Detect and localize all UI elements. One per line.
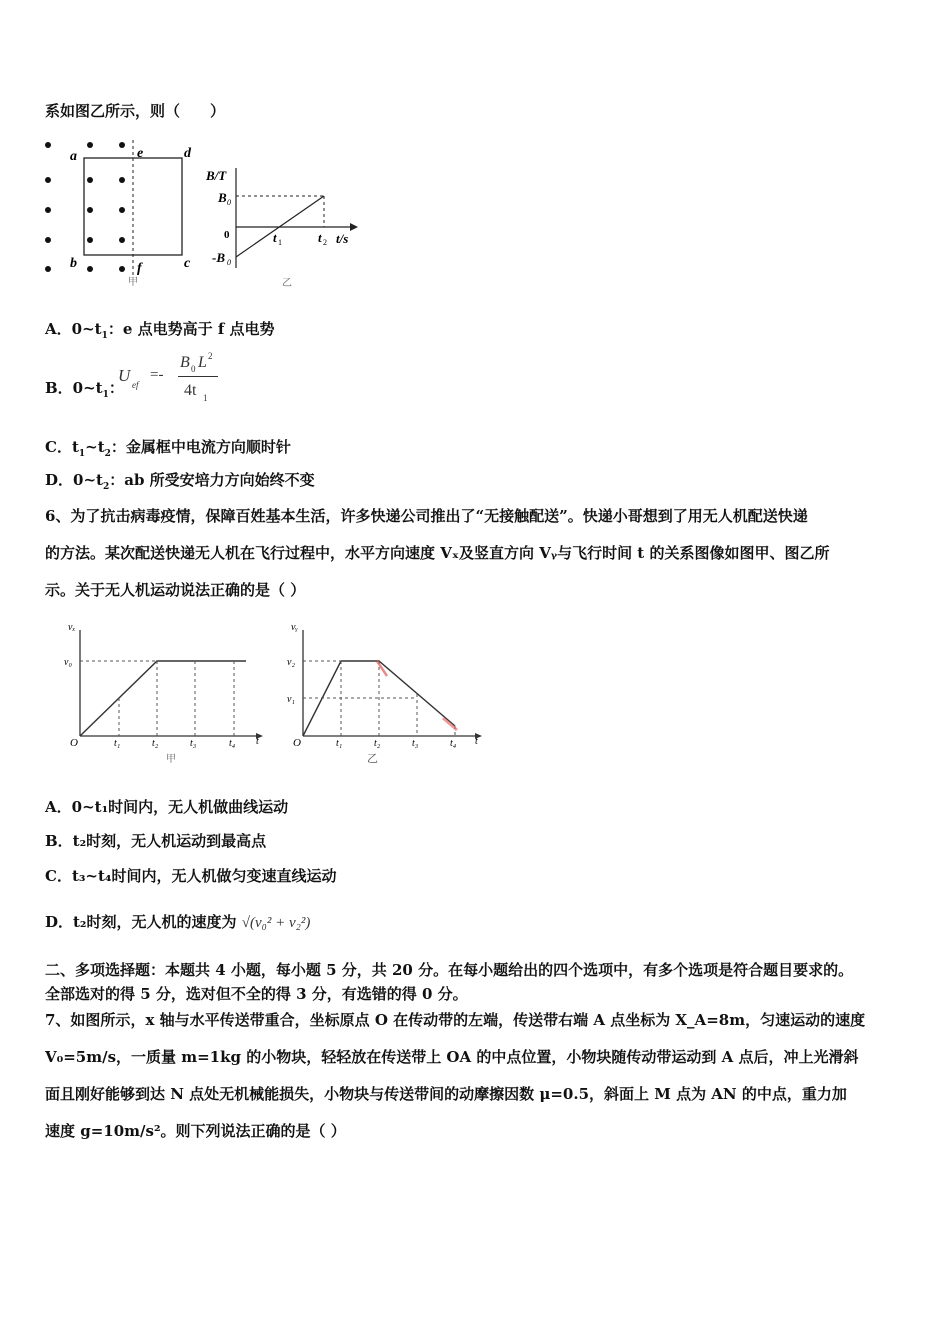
svg-text:0: 0 bbox=[224, 229, 230, 241]
caption-yi: 乙 bbox=[282, 278, 292, 289]
svg-text:B: B bbox=[218, 190, 227, 205]
label-a: a bbox=[70, 149, 77, 164]
svg-text:O: O bbox=[70, 737, 78, 749]
q5-option-a[interactable]: A．$0\sim t_1$：e 点电势高于 f 点电势 bbox=[45, 320, 275, 341]
caption-jia: 甲 bbox=[128, 277, 138, 288]
svg-text:vᵧ: vᵧ bbox=[291, 622, 298, 633]
section2-line1: 二、多项选择题：本题共 4 小题，每小题 5 分，共 20 分。在每小题给出的四个选项中，有多个选项是符合题目要求的。 bbox=[45, 961, 854, 979]
svg-text:t₂: t₂ bbox=[374, 738, 381, 749]
label-b: b bbox=[70, 256, 77, 271]
q6-option-b[interactable]: B．t₂时刻，无人机运动到最高点 bbox=[45, 832, 267, 850]
q6-figure-jia bbox=[60, 618, 275, 768]
q7-stem-line3: 面且刚好能够到达 N 点处无机械能损失，小物块与传送带间的动摩擦因数 μ=0.5，斜面上 M 点为 AN 的中点，重力加 bbox=[45, 1085, 847, 1103]
svg-text:t: t bbox=[273, 230, 277, 245]
section2-line2: 全部选对的得 5 分，选对但不全的得 3 分，有选错的得 0 分。 bbox=[45, 985, 468, 1003]
label-d: d bbox=[184, 146, 191, 161]
q7-stem-line2: V₀=5m/s，一质量 m=1kg 的小物块，轻轻放在传送带上 OA 的中点位置，小物块随传动带运动到 A 点后，冲上光滑斜 bbox=[45, 1048, 859, 1066]
label-e: e bbox=[137, 146, 144, 161]
q7-stem-line4: 速度 g=10m/s²。则下列说法正确的是（ ） bbox=[45, 1122, 346, 1140]
q7-stem-line1: 7、如图所示，x 轴与水平传送带重合，坐标原点 O 在传动带的左端，传送带右端 A 点坐标为 X_A=8m，匀速运动的速度 bbox=[45, 1011, 866, 1029]
q5-figure-yi bbox=[200, 160, 365, 290]
q6-figure-yi bbox=[285, 618, 495, 768]
svg-text:1: 1 bbox=[278, 238, 282, 247]
svg-text:t₂: t₂ bbox=[152, 738, 159, 749]
svg-text:t: t bbox=[256, 736, 259, 747]
vx-line bbox=[80, 661, 246, 736]
svg-text:t₁: t₁ bbox=[114, 738, 121, 749]
svg-text:vₓ: vₓ bbox=[68, 622, 76, 633]
svg-text:v₁: v₁ bbox=[287, 694, 295, 705]
q6-option-c[interactable]: C．t₃~t₄时间内，无人机做匀变速直线运动 bbox=[45, 867, 337, 885]
svg-text:t₄: t₄ bbox=[450, 738, 457, 749]
svg-text:0: 0 bbox=[227, 198, 231, 207]
label-f: f bbox=[137, 261, 142, 276]
q5-option-d[interactable]: D．$0\sim t_2$：ab 所受安培力方向始终不变 bbox=[45, 471, 315, 492]
svg-text:v₀: v₀ bbox=[64, 657, 72, 668]
q5-stem-tail: 系如图乙所示，则（ ） bbox=[45, 102, 226, 120]
magnetic-field-dots bbox=[45, 142, 125, 272]
q6-stem-line2: 的方法。某次配送快递无人机在飞行过程中，水平方向速度 Vₓ及竖直方向 Vᵧ与飞行时间 t 的关系图像如图甲、图乙所 bbox=[45, 544, 830, 562]
q6-stem-line1: 6、为了抗击病毒疫情，保障百姓基本生活，许多快递公司推出了“无接触配送”。快递小哥想到了用无人机配送快递 bbox=[45, 507, 808, 525]
svg-text:t₃: t₃ bbox=[412, 738, 419, 749]
label-c: c bbox=[184, 256, 191, 271]
q6-option-d[interactable]: D．t₂时刻，无人机的速度为 √(v₀² + v₂²) bbox=[45, 913, 311, 931]
svg-text:O: O bbox=[293, 737, 301, 749]
svg-text:t₄: t₄ bbox=[229, 738, 236, 749]
svg-text:t₃: t₃ bbox=[190, 738, 197, 749]
svg-text:2: 2 bbox=[323, 238, 327, 247]
svg-text:甲: 甲 bbox=[166, 754, 176, 765]
svg-text:t/s: t/s bbox=[336, 231, 349, 246]
svg-text:v₂: v₂ bbox=[287, 657, 295, 668]
q5-option-c[interactable]: C．$t_1\sim t_2$：金属框中电流方向顺时针 bbox=[45, 438, 291, 459]
q5-figure-jia bbox=[38, 135, 208, 290]
svg-text:t: t bbox=[475, 736, 478, 747]
svg-text:t: t bbox=[318, 230, 322, 245]
q5-option-b-formula: U ef =- B 0 L 2 4t 1 bbox=[118, 354, 228, 406]
svg-text:t₁: t₁ bbox=[336, 738, 343, 749]
sqrt-formula: √(v₀² + v₂²) bbox=[241, 915, 311, 931]
svg-text:0: 0 bbox=[227, 258, 231, 267]
svg-text:B/T: B/T bbox=[206, 168, 227, 183]
q5-option-b[interactable]: B．$0\sim t_1$： bbox=[45, 379, 124, 400]
q6-option-a[interactable]: A．0~t₁时间内，无人机做曲线运动 bbox=[45, 798, 289, 816]
svg-text:乙: 乙 bbox=[367, 753, 378, 765]
svg-text:-B: -B bbox=[212, 250, 225, 265]
q6-stem-line3: 示。关于无人机运动说法正确的是（ ） bbox=[45, 581, 306, 599]
